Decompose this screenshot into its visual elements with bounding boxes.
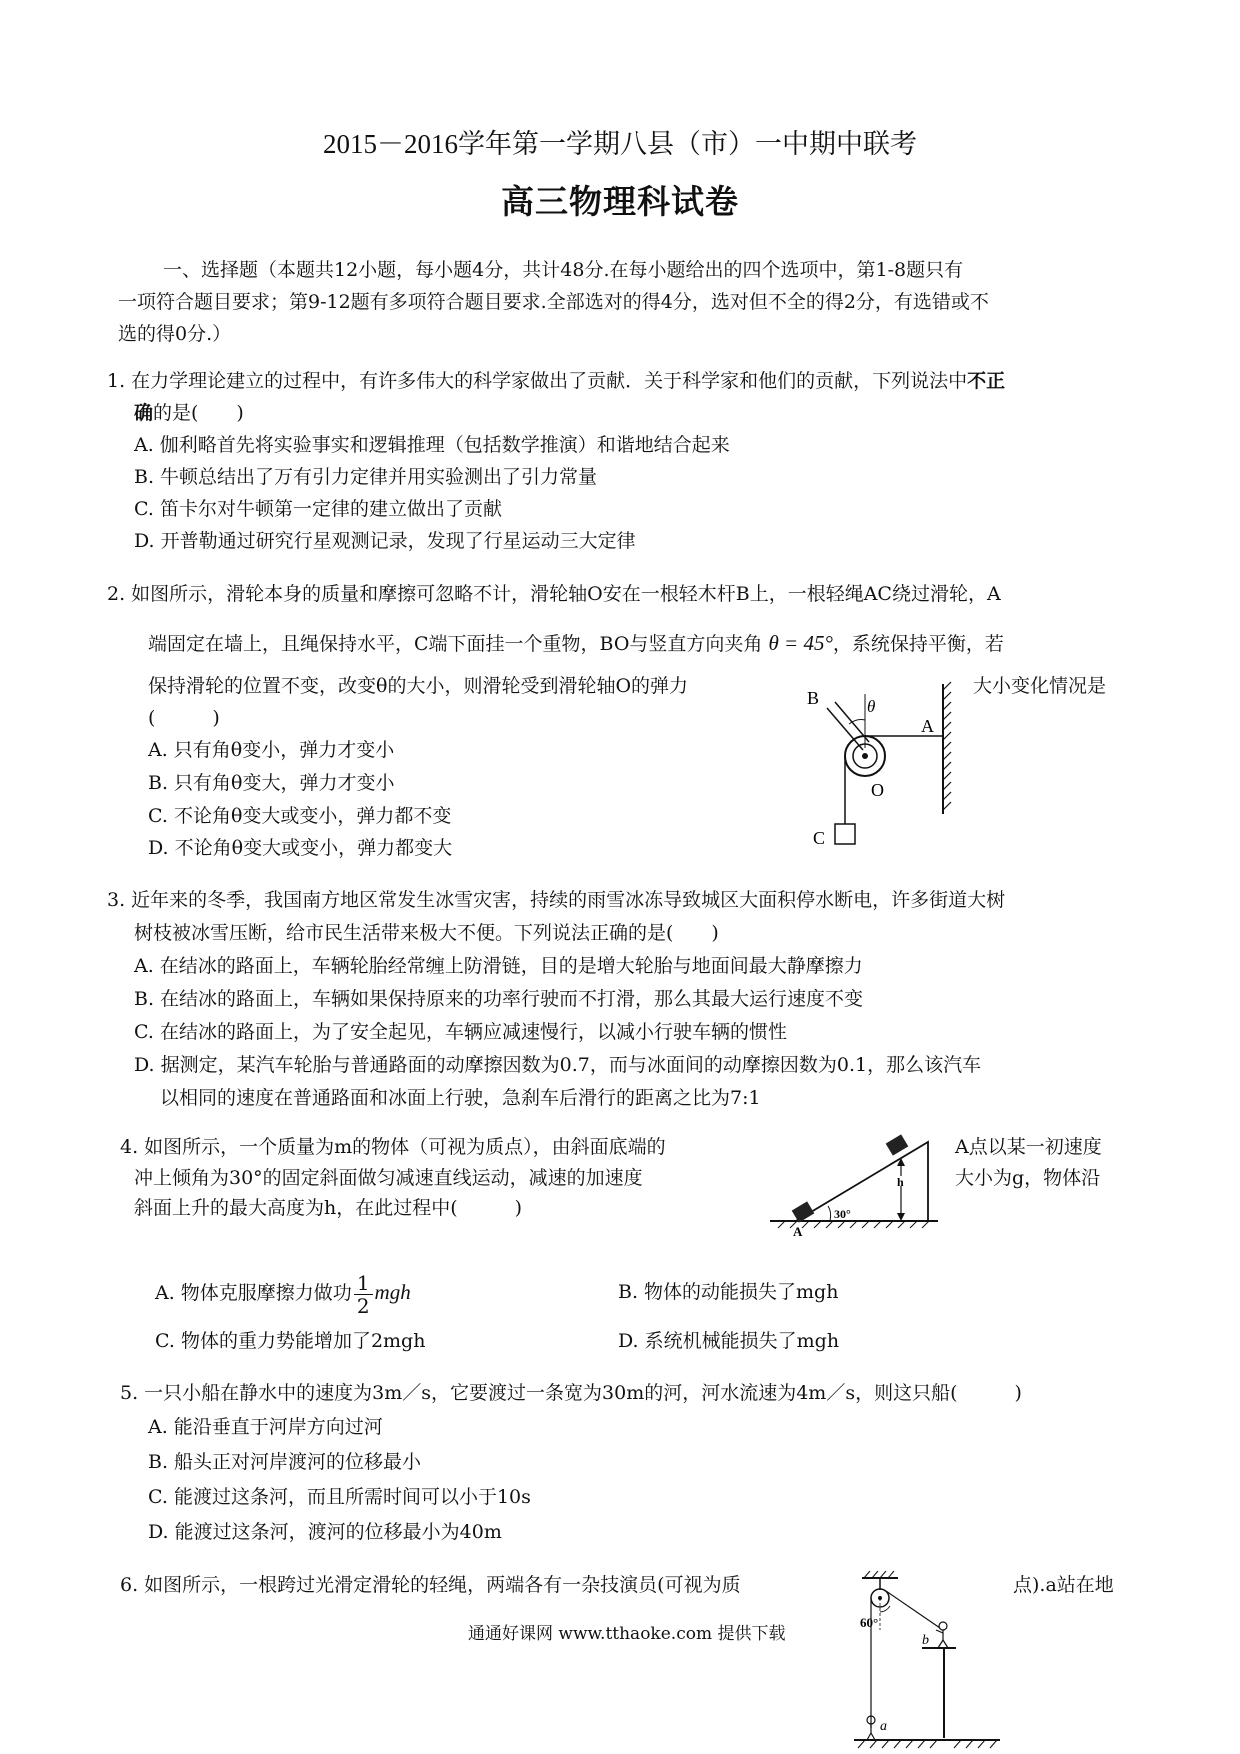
q2-stem-line3-right: 大小变化情况是: [973, 675, 1107, 697]
q5-option-a: A. 能沿垂直于河岸方向过河: [148, 1416, 383, 1438]
q2-angle-value: θ = 45°: [768, 631, 833, 655]
q4-fraction-denominator: 2: [356, 1293, 370, 1318]
q4-option-a-mgh: mgh: [374, 1280, 411, 1304]
q1-option-a: A. 伽利略首先将实验事实和逻辑推理（包括数学推演）和谐地结合起来: [134, 434, 730, 456]
page-footer: 通通好课网 www.tthaoke.com 提供下载: [468, 1624, 786, 1644]
q2-stem-text: 端固定在墙上，且绳保持水平，C端下面挂一个重物，BO与竖直方向夹角: [148, 633, 763, 655]
exam-title: 2015－2016学年第一学期八县（市）一中期中联考: [323, 129, 917, 159]
q3-option-b: B. 在结冰的路面上，车辆如果保持原来的功率行驶而不打滑，那么其最大运行速度不变: [134, 988, 864, 1010]
q6-stem-left: 6. 如图所示，一根跨过光滑定滑轮的轻绳，两端各有一杂技演员(可视为质: [120, 1574, 741, 1596]
q3-stem-line2: 树枝被冰雪压断，给市民生活带来极大不便。下列说法正确的是( ): [134, 922, 719, 944]
q2-stem-line1: 2. 如图所示，滑轮本身的质量和摩擦可忽略不计，滑轮轴O安在一根轻木杆B上，一根轻绳AC绕过滑轮，A: [107, 583, 1001, 605]
q4-label-angle: 30°: [834, 1207, 851, 1221]
q4-stem-line1-left: 4. 如图所示，一个质量为m的物体（可视为质点），由斜面底端的: [120, 1136, 666, 1158]
q6-label-angle: 60°: [860, 1615, 879, 1630]
q2-stem-line3-left: 保持滑轮的位置不变，改变θ的大小，则滑轮受到滑轮轴O的弹力: [148, 675, 689, 697]
q2-label-c: C: [813, 828, 826, 848]
section-intro-line2: 一项符合题目要求；第9-12题有多项符合题目要求.全部选对的得4分，选对但不全的得2分，有选错或不: [118, 291, 989, 313]
q4-label-h: h: [897, 1175, 904, 1189]
q1-stem-line1: [107, 369, 1005, 393]
q4-stem-line3: 斜面上升的最大高度为h，在此过程中( ): [134, 1197, 523, 1219]
q2-label-a: A: [921, 716, 934, 736]
q4-option-a-text: A. 物体克服摩擦力做功: [155, 1282, 352, 1304]
q3-option-d: D. 据测定，某汽车轮胎与普通路面的动摩擦因数为0.7，而与冰面间的动摩擦因数为0.1，那么该汽车: [134, 1054, 982, 1076]
q2-stem-line2: [148, 631, 1004, 656]
q5-option-b: B. 船头正对河岸渡河的位移最小: [148, 1451, 422, 1473]
q2-option-c: C. 不论角θ变大或变小，弹力都不变: [148, 805, 452, 827]
q1-option-b: B. 牛顿总结出了万有引力定律并用实验测出了引力常量: [134, 466, 598, 488]
q4-option-d: D. 系统机械能损失了mgh: [618, 1330, 840, 1352]
q4-stem-line2-left: 冲上倾角为30°的固定斜面做匀减速直线运动，减速的加速度: [134, 1167, 643, 1189]
q5-stem: 5. 一只小船在静水中的速度为3m／s，它要渡过一条宽为30m的河，河水流速为4m／s，则这只船( ): [120, 1382, 1022, 1404]
q4-option-c: C. 物体的重力势能增加了2mgh: [155, 1330, 426, 1352]
exam-subtitle: 高三物理科试卷: [501, 182, 739, 221]
q6-label-b: b: [922, 1633, 929, 1648]
q2-pulley-figure: [805, 678, 975, 863]
q4-option-a: [155, 1268, 411, 1317]
section-intro-line3: 选的得0分.）: [118, 323, 232, 345]
q1-option-c: C. 笛卡尔对牛顿第一定律的建立做出了贡献: [134, 498, 502, 520]
q6-label-a: a: [880, 1719, 887, 1734]
q1-stem-line2: [134, 401, 244, 425]
q2-option-d: D. 不论角θ变大或变小，弹力都变大: [148, 837, 453, 859]
q4-incline-figure: [768, 1128, 943, 1238]
q3-option-a: A. 在结冰的路面上，车辆轮胎经常缠上防滑链，目的是增大轮胎与地面间最大静摩擦力: [134, 955, 863, 977]
q5-option-d: D. 能渡过这条河，渡河的位移最小为40m: [148, 1521, 502, 1543]
q6-pulley-figure: [852, 1568, 1007, 1750]
q2-option-a: A. 只有角θ变小，弹力才变小: [148, 739, 395, 761]
q4-stem-line2-right: 大小为g，物体沿: [955, 1167, 1101, 1189]
section-intro-line1: 一、选择题（本题共12小题，每小题4分，共计48分.在每小题给出的四个选项中，第1-8题只有: [163, 259, 964, 281]
q3-stem-line1: 3. 近年来的冬季，我国南方地区常发生冰雪灾害，持续的雨雪冰冻导致城区大面积停水断电，许多街道大树: [107, 889, 1006, 911]
q1-option-d: D. 开普勒通过研究行星观测记录，发现了行星运动三大定律: [134, 530, 636, 552]
q2-label-o: O: [871, 780, 884, 800]
q4-option-b: B. 物体的动能损失了mgh: [618, 1281, 839, 1303]
q4-fraction-numerator: 1: [354, 1272, 373, 1295]
q5-option-c: C. 能渡过这条河，而且所需时间可以小于10s: [148, 1486, 531, 1508]
q2-answer-blank: ( ): [148, 707, 220, 729]
q1-stem-text: 1. 在力学理论建立的过程中，有许多伟大的科学家做出了贡献．关于科学家和他们的贡献，下列说法中: [107, 370, 968, 392]
q4-stem-line1-right: A点以某一初速度: [955, 1136, 1102, 1158]
q1-emphasis-2: 确: [134, 402, 154, 424]
q2-option-b: B. 只有角θ变大，弹力才变小: [148, 772, 395, 794]
q4-label-a: A: [793, 1224, 803, 1238]
q6-stem-right: 点).a站在地: [1013, 1574, 1114, 1596]
q2-label-b: B: [807, 688, 820, 708]
q1-emphasis: 不正: [967, 370, 1006, 392]
q4-fraction: [354, 1272, 373, 1317]
q2-label-theta: θ: [867, 697, 876, 716]
q2-stem-tail: ，系统保持平衡，若: [832, 633, 1004, 655]
q3-option-d-cont: 以相同的速度在普通路面和冰面上行驶，急刹车后滑行的距离之比为7:1: [160, 1087, 761, 1109]
q1-stem-end: 的是( ): [153, 402, 244, 424]
q3-option-c: C. 在结冰的路面上，为了安全起见，车辆应减速慢行，以减小行驶车辆的惯性: [134, 1021, 787, 1043]
